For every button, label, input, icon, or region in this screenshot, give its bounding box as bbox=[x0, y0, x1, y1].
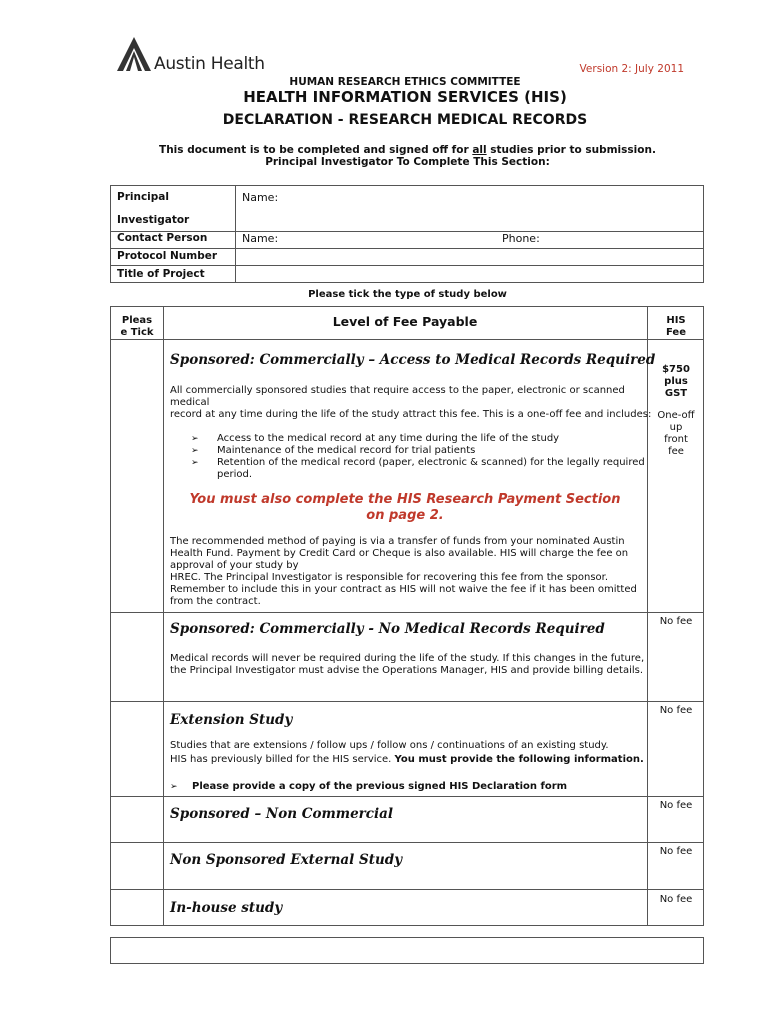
row-body-commercial-access-1 bbox=[170, 385, 654, 421]
tick-cell-commercial-access[interactable] bbox=[111, 340, 163, 612]
notice-line2: on page 2. bbox=[366, 508, 444, 523]
list-item: ➢ Access to the medical record at any time during the life of the study bbox=[191, 433, 651, 445]
fee-non-sponsored-external: No fee bbox=[659, 846, 693, 857]
protocol-number-label: Protocol Number bbox=[117, 250, 218, 262]
his-header-line1: HIS bbox=[666, 315, 686, 326]
row-title-non-sponsored-external: Non Sponsored External Study bbox=[170, 852, 403, 868]
row-body-text: record at any time during the life of the study attract this fee. This is a one-off fee and includes: bbox=[170, 409, 652, 420]
tick-header-line2: e Tick bbox=[120, 327, 154, 338]
logo-mark-icon bbox=[117, 37, 151, 73]
row-divider bbox=[111, 889, 703, 890]
contact-name-field[interactable]: Name: bbox=[242, 232, 279, 245]
list-item: ➢ Retention of the medical record (paper, electronic & scanned) for the legally required period. bbox=[191, 457, 651, 481]
document-title: HEALTH INFORMATION SERVICES (HIS) bbox=[243, 88, 567, 106]
tick-cell-non-commercial[interactable] bbox=[111, 797, 163, 842]
tick-column-divider bbox=[163, 307, 164, 925]
row-body-commercial-access-2 bbox=[170, 536, 654, 608]
fee-commercial-no-records: No fee bbox=[659, 616, 693, 627]
tick-instruction: Please tick the type of study below bbox=[308, 289, 507, 300]
fee-commercial-access bbox=[647, 364, 705, 458]
his-fee-column-header bbox=[647, 315, 705, 339]
notice-line1: You must also complete the HIS Research Payment Section bbox=[189, 492, 621, 507]
extension-requirements-list bbox=[170, 781, 630, 793]
tick-cell-commercial-no-records[interactable] bbox=[111, 613, 163, 701]
included-services-list bbox=[191, 433, 651, 481]
tick-cell-extension-study[interactable] bbox=[111, 702, 163, 796]
intro-line-2: Principal Investigator To Complete This Section: bbox=[265, 156, 550, 168]
his-header-line2: Fee bbox=[666, 327, 686, 338]
fee-note: front bbox=[664, 434, 688, 445]
fee-note: One-off bbox=[657, 410, 695, 421]
row-body-bold: You must provide the following information. bbox=[394, 754, 644, 765]
fee-amount: GST bbox=[664, 388, 688, 399]
pi-label-line1: Principal bbox=[117, 191, 169, 203]
fee-table bbox=[110, 306, 704, 926]
committee-heading: HUMAN RESEARCH ETHICS COMMITTEE bbox=[289, 76, 521, 88]
contact-person-label: Contact Person bbox=[117, 232, 208, 244]
fee-amount: plus bbox=[664, 376, 688, 387]
header-row-divider bbox=[111, 339, 703, 340]
intro-underline: all bbox=[472, 144, 487, 156]
fee-extension-study: No fee bbox=[659, 705, 693, 716]
row-body-extension-study bbox=[170, 740, 654, 766]
fee-note: fee bbox=[668, 446, 684, 457]
contact-phone-field[interactable]: Phone: bbox=[502, 232, 540, 245]
row-divider bbox=[111, 612, 703, 613]
tick-column-header bbox=[111, 315, 163, 339]
fee-note: up bbox=[669, 422, 683, 433]
level-column-header: Level of Fee Payable bbox=[332, 314, 478, 329]
austin-health-logo bbox=[117, 37, 272, 77]
row-title-extension-study: Extension Study bbox=[170, 712, 293, 728]
info-column-divider bbox=[235, 186, 236, 282]
project-title-label: Title of Project bbox=[117, 268, 205, 280]
version-label: Version 2: July 2011 bbox=[579, 63, 684, 75]
row-title-in-house-study: In-house study bbox=[170, 900, 283, 916]
continuation-box bbox=[110, 937, 704, 964]
intro-line-1 bbox=[0, 144, 770, 156]
row-body-text: HREC. The Principal Investigator is responsible for recovering this fee from the sponsor. Remember to include this in your contract as HIS will not waive the fee if it has been omitted from the contract. bbox=[170, 572, 637, 607]
row-divider bbox=[111, 796, 703, 797]
list-item: ➢ Please provide a copy of the previous signed HIS Declaration form bbox=[170, 781, 630, 793]
fee-amount: $750 bbox=[662, 364, 690, 375]
info-row-divider bbox=[111, 265, 703, 266]
investigator-info-table bbox=[110, 185, 704, 283]
fee-non-commercial: No fee bbox=[659, 800, 693, 811]
row-body-text: The recommended method of paying is via a transfer of funds from your nominated Austin Health Fund. Payment by Credit Card or Cheque is also available. HIS will charge the fee on approval of your study by bbox=[170, 536, 629, 571]
row-title-commercial-access: Sponsored: Commercially – Access to Medical Records Required bbox=[170, 352, 656, 368]
logo-text: Austin Health bbox=[154, 54, 265, 74]
tick-cell-non-sponsored-external[interactable] bbox=[111, 843, 163, 889]
fee-in-house-study: No fee bbox=[659, 894, 693, 905]
list-item: ➢ Maintenance of the medical record for trial patients bbox=[191, 445, 651, 457]
pi-label-line2: Investigator bbox=[117, 214, 190, 226]
info-row-divider bbox=[111, 248, 703, 249]
row-body-text: All commercially sponsored studies that require access to the paper, electronic or scanned medical bbox=[170, 385, 625, 408]
tick-header-line1: Pleas bbox=[121, 315, 153, 326]
intro-post: studies prior to submission. bbox=[486, 144, 656, 156]
row-body-commercial-no-records: Medical records will never be required during the life of the study. If this changes in the future, the Principal Investigator must advise the Operations Manager, HIS and provide billing details. bbox=[170, 653, 645, 676]
row-divider bbox=[111, 701, 703, 702]
pi-name-field[interactable]: Name: bbox=[242, 191, 279, 204]
row-title-non-commercial: Sponsored – Non Commercial bbox=[170, 806, 394, 822]
row-body-text: Studies that are extensions / follow ups / follow ons / continuations of an existing study. bbox=[170, 740, 609, 751]
row-divider bbox=[111, 842, 703, 843]
document-subtitle: DECLARATION - RESEARCH MEDICAL RECORDS bbox=[222, 112, 588, 128]
row-title-commercial-no-records: Sponsored: Commercially - No Medical Records Required bbox=[170, 621, 605, 637]
payment-section-notice bbox=[163, 492, 647, 524]
tick-cell-in-house-study[interactable] bbox=[111, 890, 163, 926]
intro-pre: This document is to be completed and signed off for bbox=[159, 144, 473, 156]
row-body-text: HIS has previously billed for the HIS service. bbox=[170, 754, 395, 765]
